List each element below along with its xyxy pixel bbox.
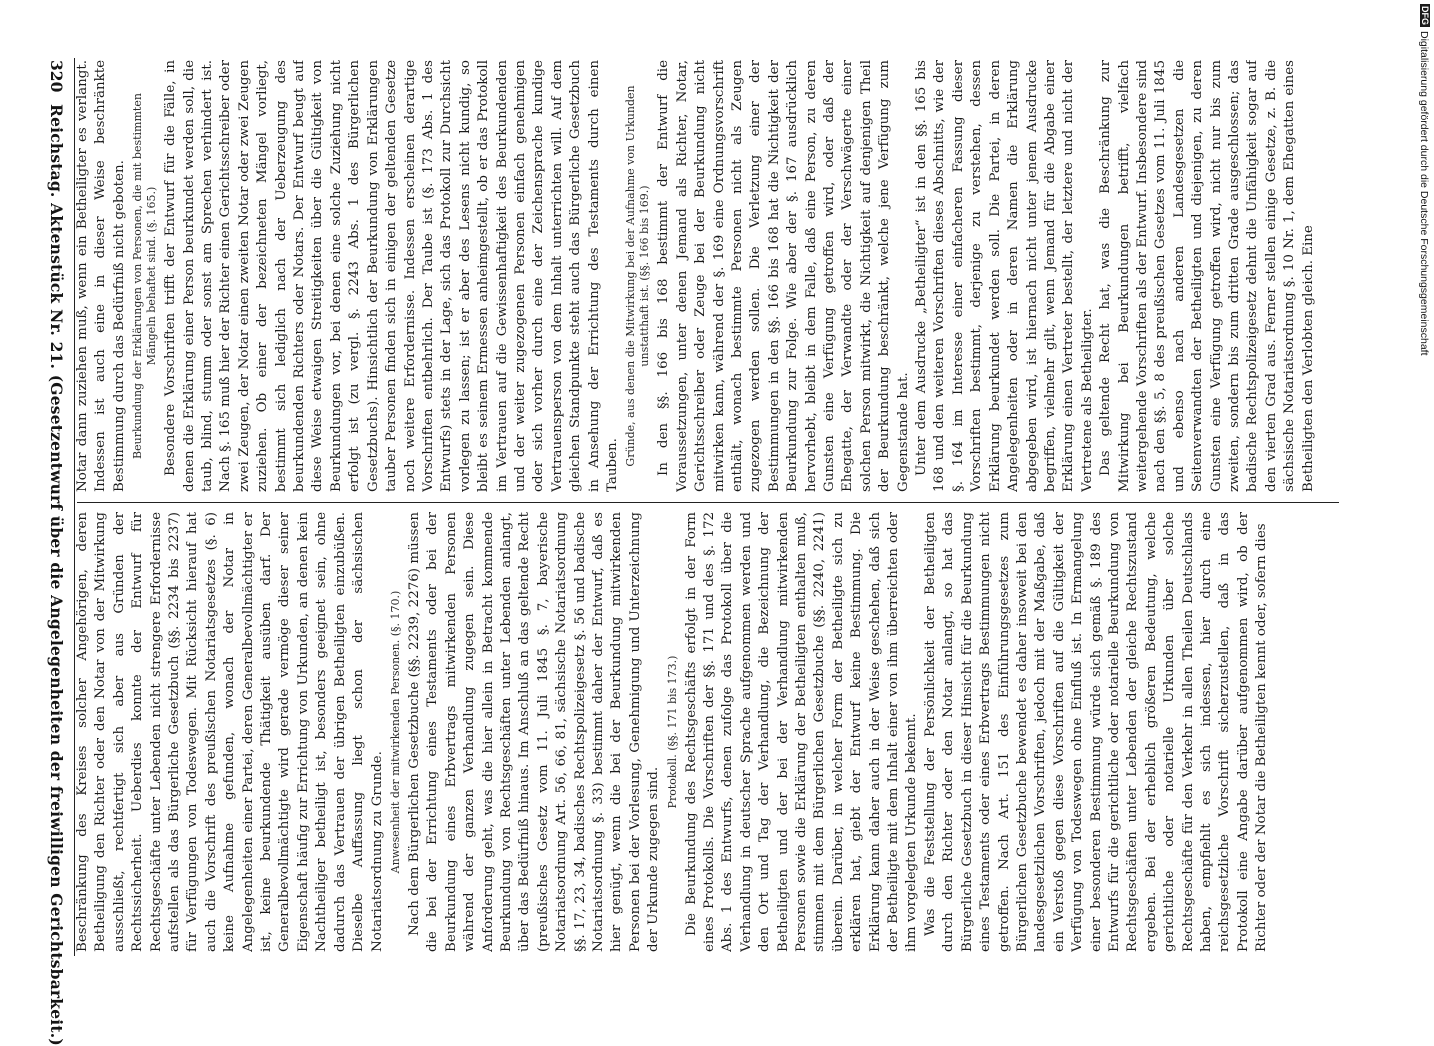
paragraph: Besondere Vorschriften trifft der Entwurf für die Fälle, in denen die Erklärung einer Person beurkundet werden soll, die taub, blind, stumm oder sonst am Sprechen verhindert ist. Nach §. 165 muß hier der Richter einen Gerichtsschreiber oder zwei Zeugen, der Notar einen zweiten Notar oder zwei Zeugen zuziehen. Ob einer der bezeichneten Mängel vorliegt, bestimmt sich lediglich nach der Ueberzeugung des beurkundenden Richters oder Notars. Der Entwurf beugt auf diese Weise etwaigen Streitigkeiten über die Gültigkeit von Beurkundungen vor, bei denen eine solche Zuziehung nicht erfolgt ist (zu vergl. §. 2243 Abs. 1 des Bürgerlichen Gesetzbuchs). Hinsichtlich der Beurkundung von Erklärungen tauber Personen finden sich in einigen der geltenden Gesetze noch weitere Erfordernisse. Indessen erscheinen derartige Vorschriften entbehrlich. Der Taube ist (§. 173 Abs. 1 des Entwurfs) stets in der Lage, sich das Protokoll zur Durchsicht vorlegen zu lassen; ist er aber des Lesens nicht kundig, so bleibt es seinem Ermessen anheimgestellt, ob er das Protokoll im Vertrauen auf die Gewissenhaftigkeit des Beurkundenden und der weiter zugezogenen Personen einfach genehmigen oder sich vorher durch eine der Zeichensprache kundige Vertrauensperson von dem Inhalt unterrichten will. Auf dem gleichen Standpunkte steht auch das Bürgerliche Gesetzbuch in Ansehung der Errichtung des Testaments durch einen Tauben. <box>163 60 620 492</box>
page-title: Reichstag. Aktenstück Nr. 21. (Gesetzentwurf über die Angelegenheiten der freiwilligen Gerichtsbarkeit.) <box>47 104 66 1046</box>
paragraph: Was die Feststellung der Persönlichkeit der Betheiligten durch den Richter oder den Notar anlangt, so hat das Bürgerliche Gesetzbuch in dieser Hinsicht für die Beurkundung eines Testaments oder eines Erbvertrags Bestimmungen nicht getroffen. Nach Art. 151 des Einführungsgesetzes zum Bürgerlichen Gesetzbuche bewendet es daher insoweit bei den landesgesetzlichen Vorschriften, jedoch mit der Maßgabe, daß ein Verstoß gegen diese Vorschriften auf die Gültigkeit der Verfügung von Todeswegen ohne Einfluß ist. In Ermangelung einer besonderen Bestimmung würde sich gemäß §. 189 des Entwurfs für die gerichtliche oder notarielle Beurkundung von Rechtsgeschäften unter Lebenden der gleiche Rechtszustand ergeben. Bei der erheblich größeren Bedeutung, welche gerichtliche oder notarielle Urkunden über solche Rechtsgeschäfte für den Verkehr in allen Theilen Deutschlands haben, empfiehlt es sich indessen, hier durch eine reichsgesetzliche Vorschrift sicherzustellen, daß in das Protokoll eine Angabe darüber aufgenommen wird, ob der Richter oder der Notar die Betheiligten kennt oder, sofern dies <box>922 512 1270 952</box>
header-rule <box>74 58 75 956</box>
section-heading: Beurkundung der Erklärungen von Personen, die mit bestimmten Mängeln behaftet sind. (§. 165.) <box>131 93 159 459</box>
paragraph: Beschränkung des Kreises solcher Angehörigen, deren Betheiligung den Richter oder den Notar von der Mitwirkung ausschließt, rechtfertigt sich aber aus Gründen der Rechtssicherheit. Ueberdies konnte der Entwurf für Rechtsgeschäfte unter Lebenden nicht strengere Erfordernisse aufstellen als das Bürgerliche Gesetzbuch (§§. 2234 bis 2237) für Verfügungen von Todeswegen. Mit Rücksicht hierauf hat auch die Vorschrift des preußischen Notariatsgesetzes (§. 6) keine Aufnahme gefunden, wonach der Notar in Angelegenheiten einer Partei, deren Generalbevollmächtigter er ist, keine beurkundende Thätigkeit ausüben darf. Der Generalbevollmächtigte wird gerade vermöge dieser seiner Eigenschaft häufig zur Errichtung von Urkunden, an denen kein Nachtheiliger betheiligt ist, besonders geeignet sein, ohne dadurch das Vertrauen der übrigen Betheiligten einzubüßen. Dieselbe Auffassung liegt schon der sächsischen Notariatsordnung zu Grunde. <box>75 512 385 952</box>
paragraph: Nach dem Bürgerlichen Gesetzbuche (§§. 2239, 2276) müssen die bei der Errichtung eines Testaments oder bei der Beurkundung eines Erbvertrags mitwirkenden Personen während der ganzen Verhandlung zugegen sein. Diese Anforderung geht, was die hier allein in Betracht kommende Beurkundung von Rechtsgeschäften unter Lebenden anlangt, über das Bedürfniß hinaus. Im Anschluß an das geltende Recht (preußisches Gesetz vom 11. Juli 1845 §. 7, bayerische Notariatsordnung Art. 56, 66, 81, sächsische Notariatsordnung §§. 17, 23, 34, badisches Rechtspolizeigesetz §. 56 und badische Notariatsordnung §. 33) bestimmt daher der Entwurf, daß es hier genügt, wenn die bei der Beurkundung mitwirkenden Personen bei der Vorlesung, Genehmigung und Unterzeichnung der Urkunde zugegen sind. <box>406 512 662 952</box>
page-number: 320 <box>47 60 66 93</box>
column-divider <box>77 502 1339 503</box>
section-heading: Anwesenheit der mitwirkenden Personen. (§. 170.) <box>388 590 402 874</box>
digitization-credit <box>1414 0 1430 1000</box>
paragraph: In den §§. 166 bis 168 bestimmt der Entwurf die Voraussetzungen, unter denen Jemand als Richter, Notar, Gerichtsschreiber oder Zeuge bei der Beurkundung nicht mitwirken kann, während der §. 169 eine Ordnungsvorschrift enthält, wonach bestimmte Personen nicht als Zeugen zugezogen werden sollen. Die Verletzung einer der Bestimmungen in den §§. 166 bis 168 hat die Nichtigkeit der Beurkundung zur Folge. Wie aber der §. 167 ausdrücklich hervorhebt, bleibt in dem Falle, daß eine Person, zu deren Gunsten eine Verfügung getroffen wird, oder daß der Ehegatte, der Verwandte oder der Verschwägerte einer solchen Person mitwirkt, die Nichtigkeit auf denjenigen Theil der Beurkundung beschränkt, welche jene Verfügung zum Gegenstande hat. <box>656 60 911 492</box>
paragraph: Notar dann zuziehen muß, wenn ein Betheiligter es verlangt. Indessen ist auch eine in dieser Weise beschränkte Bestimmung durch das Bedürfniß nicht geboten. <box>75 60 127 492</box>
paragraph: Unter dem Ausdrucke „Betheiligter“ ist in den §§. 165 bis 168 und den weiteren Vorschriften dieses Abschnitts, wie der §. 164 im Interesse einer einfacheren Fassung dieser Vorschriften bestimmt, derjenige zu verstehen, dessen Erklärung beurkundet werden soll. Die Partei, in deren Angelegenheiten oder in deren Namen die Erklärung abgegeben wird, ist hiernach nicht unter jenem Ausdrucke begriffen, vielmehr gilt, wenn Jemand für die Abgabe einer Erklärung einen Vertreter bestellt, der letztere und nicht der Vertretene als Betheiligter. <box>914 60 1095 492</box>
section-heading: Gründe, aus denen die Mitwirkung bei der Aufnahme von Urkunden unstatthaft ist. (§§. 166 bis 169.) <box>624 85 652 467</box>
running-header <box>40 60 66 1046</box>
paragraph: Die Beurkundung des Rechtsgeschäfts erfolgt in der Form eines Protokolls. Die Vorschriften der §§. 171 und des §. 172 Abs. 1 des Entwurfs, denen zufolge das Protokoll über die Verhandlung in deutscher Sprache aufgenommen werden und den Ort und Tag der Verhandlung, die Bezeichnung der Betheiligten und der bei der Verhandlung mitwirkenden Personen sowie die Erklärung der Betheiligten enthalten muß, stimmen mit dem Bürgerlichen Gesetzbuche (§§. 2240, 2241) überein. Darüber, in welcher Form der Betheiligte sich zu erklären hat, giebt der Entwurf keine Bestimmung. Die Erklärung kann daher auch in der Weise geschehen, daß sich der Betheiligte mit dem Inhalt einer von ihm überreichten oder ihm vorgelegten Urkunde bekennt. <box>683 512 920 952</box>
section-heading: Protokoll. (§§. 171 bis 173.) <box>665 655 679 809</box>
paragraph: Das geltende Recht hat, was die Beschränkung zur Mitwirkung bei Beurkundungen betrifft, vielfach weitergehende Vorschriften als der Entwurf. Insbesondere sind nach den §§. 5, 8 des preußischen Gesetzes vom 11. Juli 1845 und ebenso nach anderen Landesgesetzen die Seitenverwandten der Betheiligten und diejenigen, zu deren Gunsten eine Verfügung getroffen wird, nicht nur bis zum zweiten, sondern bis zum dritten Grade ausgeschlossen; das badische Rechtspolizeigesetz dehnt die Unfähigkeit sogar auf den vierten Grad aus. Ferner stellen einige Gesetze, z. B. die sächsische Notariatsordnung §. 10 Nr. 1, dem Ehegatten eines Betheiligten den Verlobten gleich. Eine <box>1098 60 1316 492</box>
dfg-logo: DFG <box>1420 6 1430 25</box>
right-text-column <box>74 512 1344 952</box>
left-text-column <box>74 60 1344 492</box>
credit-text: Digitalisierung gefördert durch die Deutsche Forschungsgemeinschaft <box>1418 31 1430 356</box>
